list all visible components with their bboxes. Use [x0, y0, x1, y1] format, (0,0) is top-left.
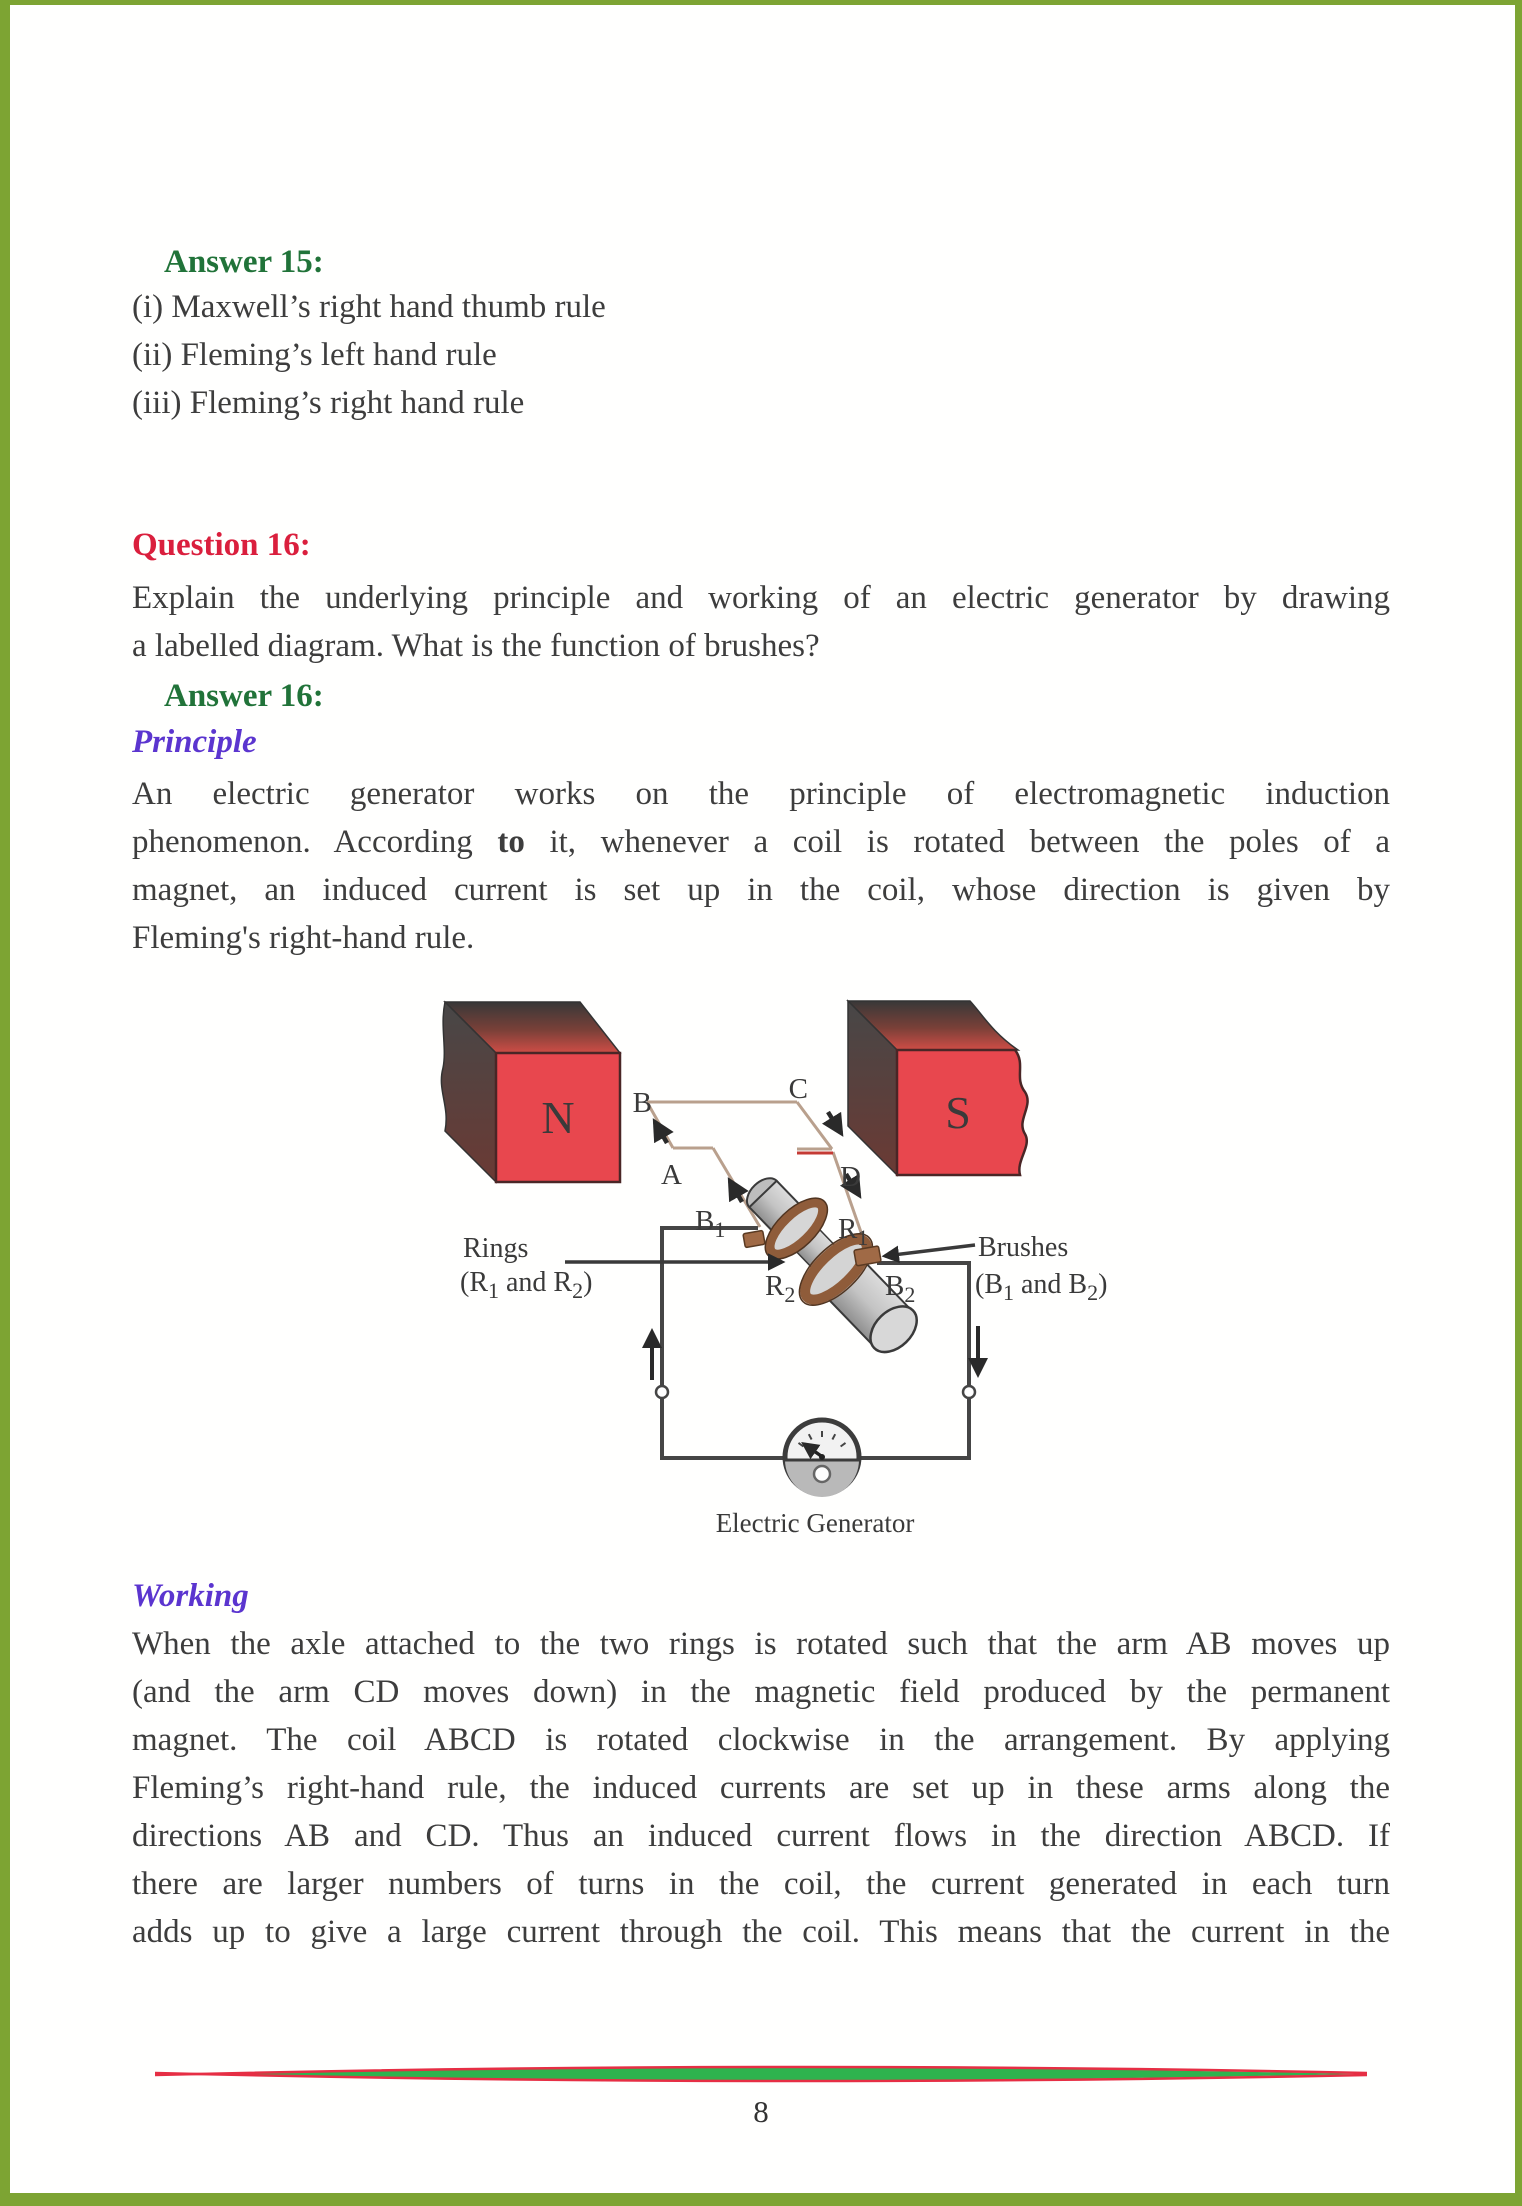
answer16-heading: Answer 16:	[164, 678, 324, 714]
answer15-line-3: (iii) Fleming’s right hand rule	[132, 385, 525, 421]
magnet-south	[848, 1001, 1028, 1175]
question16-line-1: Explain the underlying principle and working of an electric generator by drawing	[132, 580, 1390, 616]
label-rings-line1: Rings	[463, 1233, 529, 1264]
page-border-top	[0, 0, 1522, 5]
working-line-7: adds up to give a large current through the coil. This means that the current in the	[132, 1914, 1390, 1950]
left-terminal-connector	[656, 1386, 668, 1398]
diagram-caption: Electric Generator	[715, 1508, 915, 1538]
principle-heading: Principle	[132, 724, 257, 760]
label-corner-a: A	[661, 1159, 682, 1191]
principle-line-2	[132, 818, 1390, 866]
page-border-bottom	[0, 2193, 1522, 2206]
page-border-left	[0, 0, 10, 2206]
label-corner-b: B	[632, 1087, 652, 1119]
answer15-line-2: (ii) Fleming’s left hand rule	[132, 337, 497, 373]
label-corner-d: D	[840, 1161, 861, 1193]
answer15-heading: Answer 15:	[164, 244, 324, 280]
label-r1: $R_1$	[838, 1213, 869, 1250]
principle-line-2a: phenomenon. According	[132, 824, 498, 860]
magnet-north	[441, 1002, 620, 1182]
principle-line-4: Fleming's right-hand rule.	[132, 920, 475, 956]
question16-heading: Question 16:	[132, 527, 311, 563]
principle-line-2b-bold: to	[497, 824, 525, 860]
galvanometer-knob	[814, 1466, 830, 1482]
footer-divider	[155, 2060, 1367, 2088]
label-rings-line2: ($R_1$ and $R_2$)	[460, 1267, 593, 1303]
label-corner-c: C	[788, 1073, 808, 1105]
coil-edge-cd	[797, 1102, 832, 1149]
principle-line-2c: it, whenever a coil is rotated between the poles of a	[524, 824, 1390, 860]
working-line-4: Fleming’s right-hand rule, the induced currents are set up in these arms along the	[132, 1770, 1390, 1806]
principle-line-3: magnet, an induced current is set up in the coil, whose direction is given by	[132, 872, 1390, 908]
label-b1: $B_1$	[695, 1205, 726, 1242]
working-body	[132, 1620, 1390, 1956]
brushes-pointer-arrow	[885, 1245, 975, 1256]
galvanometer	[785, 1420, 859, 1497]
label-b2: $B_2$	[885, 1270, 916, 1307]
working-line-5: directions AB and CD. Thus an induced current flows in the direction ABCD. If	[132, 1818, 1390, 1854]
arrow-cd-down	[828, 1112, 841, 1133]
page-border-right	[1515, 0, 1522, 2206]
electric-generator-diagram	[430, 990, 1140, 1545]
working-line-6: there are larger numbers of turns in the coil, the current generated in each turn	[132, 1866, 1390, 1902]
magnet-north-letter: N	[541, 1092, 575, 1143]
right-terminal-connector	[963, 1386, 975, 1398]
principle-body	[132, 770, 1390, 962]
working-heading: Working	[132, 1578, 249, 1614]
working-line-1: When the axle attached to the two rings is rotated such that the arm AB moves up	[132, 1626, 1390, 1662]
label-brushes-line2: ($B_1$ and $B_2$)	[975, 1269, 1108, 1305]
question16-body	[132, 574, 1390, 670]
brush-1	[743, 1230, 765, 1247]
working-line-3: magnet. The coil ABCD is rotated clockwise in the arrangement. By applying	[132, 1722, 1390, 1758]
working-line-2: (and the arm CD moves down) in the magnetic field produced by the permanent	[132, 1674, 1390, 1710]
answer15-line-1: (i) Maxwell’s right hand thumb rule	[132, 289, 606, 325]
magnet-south-letter: S	[945, 1087, 971, 1138]
page-number: 8	[753, 2094, 769, 2129]
principle-line-1: An electric generator works on the principle of electromagnetic induction	[132, 776, 1390, 812]
question16-line-2: a labelled diagram. What is the function of brushes?	[132, 628, 820, 664]
galvanometer-pivot	[819, 1454, 825, 1460]
label-brushes-line1: Brushes	[978, 1232, 1069, 1263]
label-r2: $R_2$	[765, 1270, 796, 1307]
